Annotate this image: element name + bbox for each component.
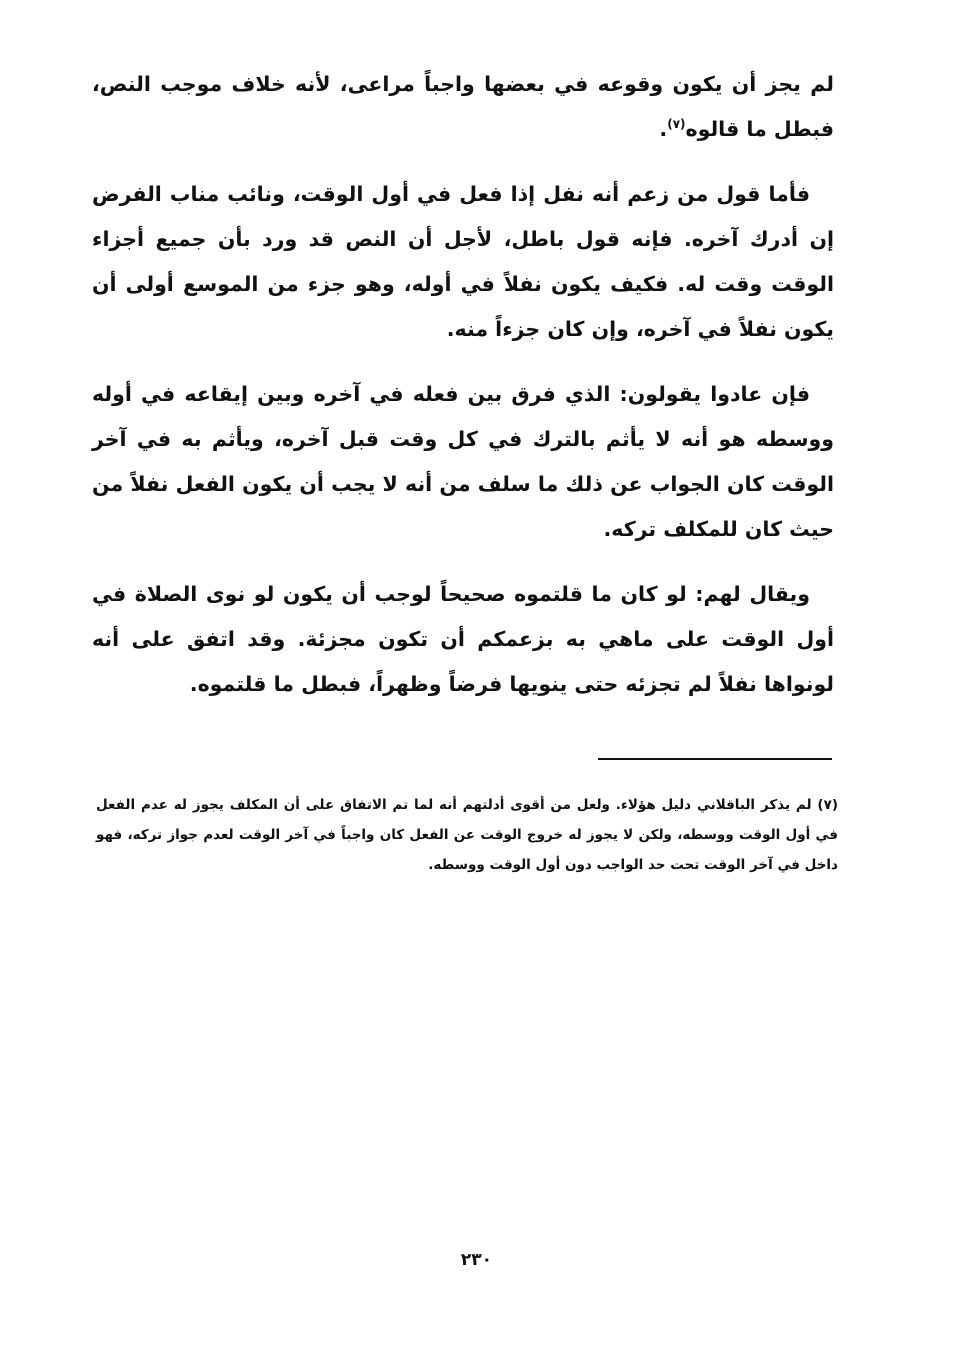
paragraph-4: ويقال لهم: لو كان ما قلتموه صحيحاً لوجب أن يكون لو نوى الصلاة في أول الوقت على ماهي به بزعمكم أن تكون مجزئة. وقد اتفق على أنه لونواها نفلاً لم تجزئه حتى ينويها فرضاً وظهراً، فبطل ما قلتموه.	[92, 582, 834, 696]
paragraph-1-text: لم يجز أن يكون وقوعه في بعضها واجباً مراعى، لأنه خلاف موجب النص، فبطل ما قالوه	[92, 72, 834, 141]
paragraph-1	[92, 62, 834, 152]
footnote-separator	[598, 758, 832, 760]
paragraph-1-end: .	[659, 117, 668, 141]
main-text	[92, 62, 834, 707]
paragraph-2: فأما قول من زعم أنه نفل إذا فعل في أول الوقت، ونائب مناب الفرض إن أدرك آخره. فإنه قول باطل، لأجل أن النص قد ورد بأن جميع أجزاء الوقت وقت له. فكيف يكون نفلاً في أوله، وهو جزء من الموسع أولى أن يكون نفلاً في آخره، وإن كان جزءاً منه.	[92, 182, 834, 341]
footnote-reference: (٧)	[667, 117, 686, 132]
page-number: ٢٣٠	[460, 1250, 493, 1270]
footnote-7: (٧) لم يذكر الباقلاني دليل هؤلاء. ولعل من أقوى أدلتهم أنه لما تم الاتفاق على أن المكلف يجوز له عدم الفعل في أول الوقت ووسطه، ولكن لا يجوز له خروج الوقت عن الفعل كان واجباً في آخر الوقت لعدم جواز تركه، فهو داخل في آخر الوقت تحت حد الواجب دون أول الوقت ووسطه.	[96, 797, 838, 873]
paragraph-3: فإن عادوا يقولون: الذي فرق بين فعله في آخره وبين إيقاعه في أوله ووسطه هو أنه لا يأثم بالترك في كل وقت قبل آخره، ويأثم به في آخر الوقت كان الجواب عن ذلك ما سلف من أنه لا يجب أن يكون الفعل نفلاً من حيث كان للمكلف تركه.	[92, 382, 834, 541]
